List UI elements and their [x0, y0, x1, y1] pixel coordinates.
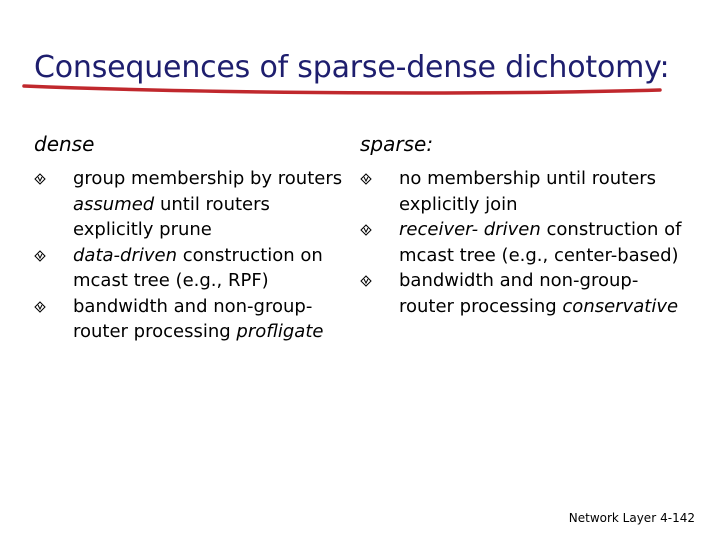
slide-footer — [569, 511, 695, 525]
sparse-heading: sparse: — [360, 132, 434, 156]
dense-bullet-item — [34, 294, 349, 345]
dense-item-text: group membership by routers — [73, 168, 343, 189]
diamond-arrow-bullet-icon — [34, 173, 46, 185]
sparse-bullet-item — [360, 217, 690, 268]
diamond-arrow-bullet-icon — [360, 173, 372, 185]
sparse-item-text: bandwidth and non-group-router processing — [399, 270, 639, 317]
sparse-bullet-item — [360, 166, 690, 217]
dense-item-emphasis: data-driven — [73, 244, 178, 266]
diamond-arrow-bullet-icon — [34, 250, 46, 262]
dense-item-text: until routers explicitly prune — [73, 193, 270, 240]
dense-item-text: bandwidth and non-group-router processing — [73, 295, 313, 342]
title-underline — [22, 78, 662, 100]
sparse-item-text: construction of mcast tree (e.g., center-based) — [399, 219, 682, 266]
diamond-arrow-bullet-icon — [360, 224, 372, 236]
dense-heading: dense — [34, 132, 95, 156]
dense-column — [34, 132, 349, 345]
sparse-bullet-item — [360, 268, 690, 319]
sparse-column — [360, 132, 690, 319]
footer-page-number: 4-142 — [660, 511, 695, 525]
dense-bullet-item — [34, 243, 349, 294]
dense-bullet-item — [34, 166, 349, 243]
diamond-arrow-bullet-icon — [360, 275, 372, 287]
diamond-arrow-bullet-icon — [34, 301, 46, 313]
dense-item-emphasis: profligate — [236, 321, 324, 342]
dense-item-text: construction on mcast tree (e.g., RPF) — [73, 244, 323, 291]
dense-item-emphasis: assumed — [73, 193, 155, 215]
slide-title: Consequences of sparse-dense dichotomy: — [34, 50, 670, 85]
sparse-bullet-list — [360, 166, 690, 319]
dense-bullet-list — [34, 166, 349, 345]
footer-chapter: Network Layer — [568, 511, 657, 525]
sparse-item-text: no membership until routers explicitly join — [399, 168, 657, 215]
sparse-item-emphasis: receiver- driven — [399, 219, 541, 240]
sparse-item-emphasis: conservative — [562, 295, 679, 317]
